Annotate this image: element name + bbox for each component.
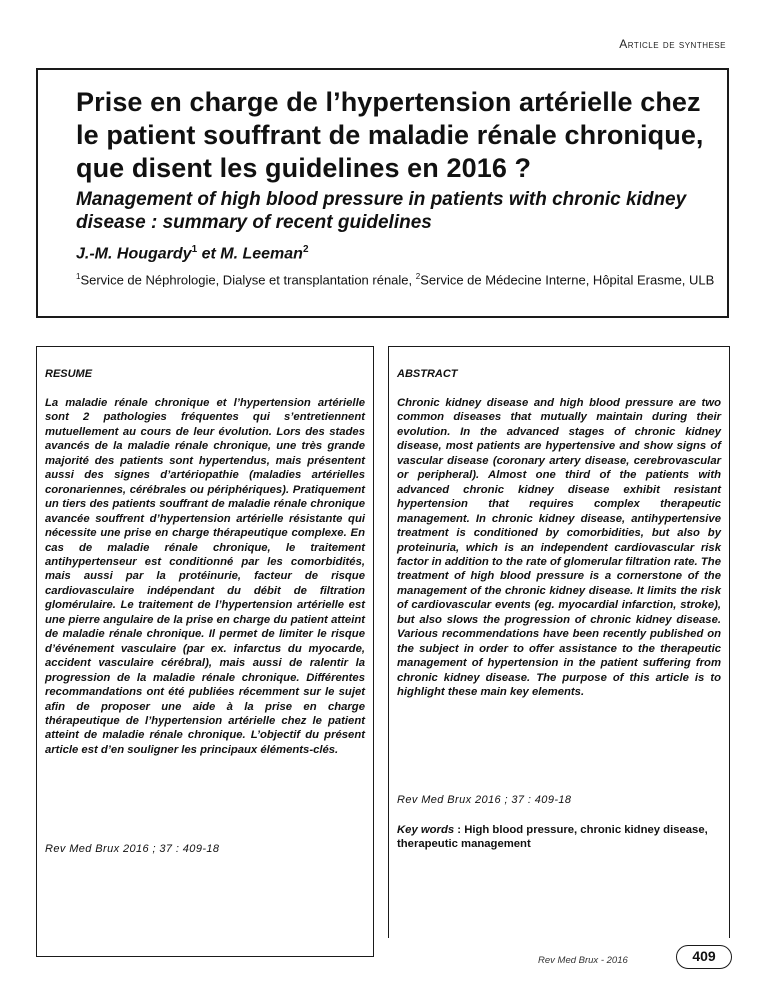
resume-citation: Rev Med Brux 2016 ; 37 : 409-18 (45, 843, 220, 855)
abstract-box (388, 346, 730, 938)
authors (76, 244, 309, 263)
author-affiliation-marker: 1 (191, 244, 198, 255)
footer-journal: Rev Med Brux - 2016 (538, 955, 628, 966)
resume-box (36, 346, 374, 957)
affiliation-nephrology: Service de Néphrologie, Dialyse et transplantation rénale, (80, 272, 416, 288)
author-hougardy: J.-M. Hougardy (76, 245, 192, 263)
resume-heading: RESUME (45, 368, 93, 380)
keywords-list: High blood pressure, chronic kidney disease, therapeutic management (397, 824, 708, 851)
affiliation (76, 268, 716, 289)
affiliation-internal-medicine: Service de Médecine Interne, Hôpital Erasme, ULB (420, 272, 715, 288)
author-separator: et (201, 245, 216, 263)
abstract-text (397, 396, 721, 700)
affiliation-marker: 2 (415, 272, 421, 281)
abstract-heading: ABSTRACT (397, 368, 458, 380)
abstract-citation: Rev Med Brux 2016 ; 37 : 409-18 (397, 794, 572, 806)
article-title-french: Prise en charge de l’hypertension artérielle chez le patient souffrant de maladie rénale chronique, que disent les guidelines en 2016 ? (76, 87, 704, 183)
keywords-colon: : (454, 824, 465, 836)
author-affiliation-marker: 2 (302, 244, 309, 255)
keywords-label: Key words (397, 824, 455, 836)
author-leeman: M. Leeman (220, 245, 303, 263)
keywords (397, 823, 719, 852)
title-block (36, 68, 729, 318)
affiliation-marker: 1 (76, 272, 81, 281)
resume-paragraph: La maladie rénale chronique et l’hypertension artérielle sont 2 pathologies fréquentes qui s’entretiennent mutuellement au cours de leur évolution. Lors des stades avancés de la maladie rénale chronique, une très grande majorité des patients sont hypertendus, mais présentent aussi des signes d’artériopathie (maladies artérielles coronariennes, cérébrales ou périphériques). Pratiquement un tiers des patients souffrant de maladie rénale chronique avancée souffrent d’hypertension artérielle résistante qui nécessite une prise en charge thérapeutique complexe. En cas de maladie rénale chronique, le traitement antihypertenseur est conditionné par les comorbidités, mais aussi par la protéinurie, facteur de risque cardiovasculaire indépendant du débit de filtration glomérulaire. Le traitement de l’hypertension artérielle est une pierre angulaire de la prise en charge du patient atteint de maladie rénale chronique. Il permet de limiter le risque d’événement vasculaire (par ex. infarctus du myocarde, accident vasculaire cérébral), mais aussi de ralentir la progression de la maladie rénale chronique. Différentes recommandations ont été publiées récemment sur le sujet afin de proposer une aide à la prise en charge thérapeutique de l’hypertension artérielle chez le patient atteint de maladie rénale chronique. L’objectif du présent article est d’en souligner les principaux éléments-clés. (45, 397, 365, 756)
article-title-english: Management of high blood pressure in patients with chronic kidney disease : summary of recent guidelines (76, 189, 687, 233)
abstract-paragraph: Chronic kidney disease and high blood pressure are two common diseases that mutually maintain during their evolution. In the advanced stages of chronic kidney disease, most patients are hypertensive and show signs of vascular disease (coronary artery disease, cerebrovascular or peripheral). Almost one third of the patients with advanced chronic kidney disease exhibit resistant hypertension that requires complex therapeutic management. In chronic kidney disease, antihypertensive treatment is conditioned by comorbidities, but also by proteinuria, which is an independent cardiovascular risk factor in addition to the rate of glomerular filtration rate. The treatment of high blood pressure is a cornerstone of the management of the chronic kidney disease. It limits the risk of cardiovascular events (eg. myocardial infarction, stroke), but also slows the progression of chronic kidney disease. Various recommendations have been recently published on the subject in order to offer assistance to the therapeutic management of hypertension in the patient suffering from chronic kidney disease. The purpose of this article is to highlight these main key elements. (397, 397, 721, 699)
resume-text (45, 396, 365, 757)
page-number: 409 (676, 945, 732, 969)
section-label: Article de synthese (619, 37, 726, 51)
